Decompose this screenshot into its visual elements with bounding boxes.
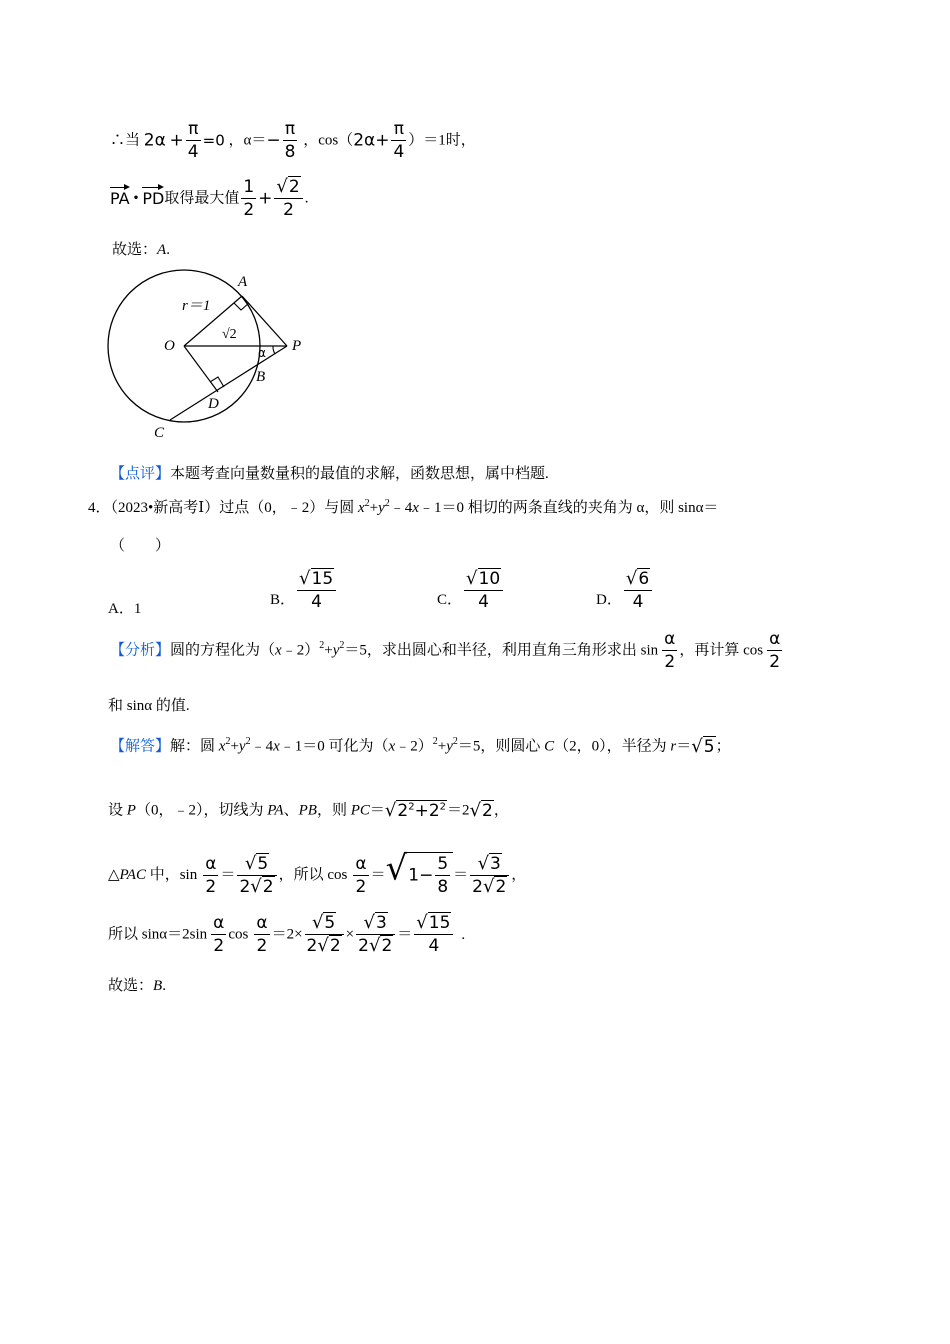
- label-A: A: [238, 274, 248, 290]
- set-p: [108, 800, 509, 836]
- solution-text: ﹣1＝0 可化为（: [279, 738, 389, 755]
- frac-den: 2: [769, 652, 781, 672]
- exp: 2: [439, 800, 447, 812]
- frac-den: 4: [311, 592, 322, 612]
- radicand: 2: [329, 936, 341, 956]
- radicand: 2: [482, 800, 493, 821]
- text-therefore: ∴当: [110, 132, 141, 149]
- frac-num: α: [769, 629, 781, 649]
- period: .: [162, 978, 166, 994]
- option-label: B．: [270, 592, 296, 608]
- text: （0，﹣2），切线为: [135, 802, 268, 819]
- line-3: [112, 240, 170, 260]
- review: [110, 464, 549, 484]
- option-c[interactable]: [437, 568, 505, 613]
- frac-den: 2: [355, 876, 367, 897]
- frac-den: 4: [478, 592, 489, 612]
- frac-num: √3: [470, 853, 509, 876]
- frac-num: π: [283, 118, 298, 141]
- analysis-text: ＝5，求出圆心和半径，利用直角三角形求出 sin: [344, 642, 659, 659]
- option-label: C．: [437, 592, 463, 608]
- fraction-1-2: [241, 176, 256, 221]
- solution-text: 解：圆: [170, 738, 219, 755]
- frac-den: 2: [205, 876, 217, 897]
- option-label: A．: [108, 601, 134, 617]
- frac-num: α: [664, 629, 676, 649]
- coef: 2: [239, 876, 251, 897]
- coef: 2: [306, 936, 318, 956]
- fraction-alpha-2: [353, 853, 368, 898]
- choose-label: 故选：: [112, 242, 158, 258]
- frac-den: 2: [664, 652, 676, 672]
- two-alpha: 2α: [143, 130, 166, 151]
- var-C: C: [544, 738, 555, 755]
- fraction-sqrt5-2sqrt2: [237, 853, 276, 898]
- vector-pa: PA: [110, 188, 130, 208]
- exp: 2: [364, 498, 370, 509]
- frac-num: α: [355, 853, 367, 874]
- exp: 2: [452, 736, 458, 747]
- fraction-alpha-2: [662, 628, 677, 673]
- segment-OD: [184, 346, 218, 392]
- frac-num: √3: [356, 912, 395, 935]
- question-4-paren: （ ）: [110, 538, 171, 554]
- var-PA: PA: [267, 802, 284, 819]
- text: ，: [511, 867, 527, 883]
- review-text: 本题考查向量数量积的最值的求解，函数思想，属中档题.: [170, 466, 549, 482]
- right-angle-D: [210, 377, 224, 387]
- var-x: x: [412, 500, 419, 516]
- text: 所以 sinα＝2sin: [108, 926, 208, 943]
- var-y: y: [332, 642, 340, 659]
- sin-alpha-line: [108, 912, 465, 962]
- solution-text: ﹣4: [250, 738, 274, 755]
- fraction-sqrt15-4: [414, 912, 453, 957]
- eq: ＝: [397, 926, 413, 943]
- solution-text: ＝: [676, 738, 692, 755]
- label-B: B: [256, 369, 266, 385]
- radicand: 5: [257, 853, 269, 874]
- fraction-pi-8: [283, 118, 298, 163]
- frac-num: π: [391, 118, 406, 141]
- period: .: [166, 242, 170, 258]
- answer: A: [157, 242, 167, 258]
- frac-den: 2√2: [306, 935, 341, 956]
- var-y: y: [378, 500, 385, 516]
- option-b[interactable]: [270, 568, 338, 613]
- eq: ＝: [453, 867, 469, 883]
- label-alpha: α: [258, 346, 266, 360]
- frac-num: 1: [243, 177, 255, 197]
- label-P: P: [292, 338, 302, 354]
- fraction-alpha-2: [211, 912, 226, 957]
- text: 中，sin: [145, 867, 198, 883]
- frac-num: α: [256, 913, 268, 933]
- angle-alpha-arc: [273, 346, 275, 354]
- text: 设: [108, 802, 127, 819]
- fraction-sqrt3-2sqrt2: [470, 853, 509, 898]
- frac-num: α: [213, 913, 225, 933]
- text: ＝2: [447, 802, 470, 819]
- period: .: [304, 190, 309, 207]
- two-alpha: 2α: [353, 130, 376, 151]
- solution-text: （2，0），半径为: [554, 738, 671, 755]
- text: cos: [228, 926, 249, 943]
- text: ，所以 cos: [278, 867, 348, 883]
- sqrt-2: √2: [469, 799, 493, 821]
- sqrt-2sq-plus-2sq: $√2^2+2^2$: [384, 799, 447, 821]
- analysis: [110, 628, 784, 676]
- plus: +: [375, 130, 390, 151]
- var-PB: PB: [298, 802, 317, 819]
- option-a[interactable]: [108, 597, 141, 618]
- var-P: P: [126, 802, 136, 819]
- exp: 2: [319, 639, 325, 651]
- fraction-sqrt15-4: [297, 568, 336, 613]
- fraction-sqrt10-4: [464, 568, 503, 613]
- eq: ＝: [220, 867, 236, 883]
- fraction-alpha-2: [254, 912, 269, 957]
- frac-den: 4: [187, 142, 199, 162]
- vector-pd: PD: [142, 188, 165, 208]
- exp: 2: [384, 498, 390, 509]
- frac-num: √15: [414, 912, 453, 935]
- fraction-sqrt6-4: [624, 568, 652, 613]
- option-value: 1: [133, 601, 142, 617]
- period: .: [461, 926, 466, 943]
- plus: +: [324, 642, 333, 659]
- option-label: D．: [596, 592, 622, 608]
- close-eq1: ）＝1时，: [408, 132, 476, 149]
- radicand: 3: [376, 913, 387, 933]
- frac-den: 8: [437, 877, 449, 897]
- solution-text: ﹣2）: [395, 738, 433, 755]
- frac-den: 2√2: [239, 875, 274, 897]
- exp: 2: [225, 736, 231, 747]
- sqrt-5: √5: [691, 735, 715, 757]
- radicand: 2: [397, 800, 409, 821]
- plus: +: [258, 188, 273, 209]
- geometry-figure: [100, 262, 320, 444]
- var-x: x: [357, 500, 365, 516]
- analysis-text: ﹣2）: [281, 642, 320, 659]
- radicand: 2: [381, 936, 393, 956]
- solution-text: ＝5，则圆心: [457, 738, 545, 755]
- alpha-eq: ，α＝: [228, 132, 267, 149]
- radicand: 2: [495, 876, 507, 897]
- text: ＝: [369, 802, 385, 819]
- frac-num: √10: [464, 568, 503, 591]
- fraction-sqrt5-2sqrt2: [305, 912, 344, 957]
- cos-open: ，cos（: [303, 132, 354, 149]
- fraction-sqrt3-2sqrt2: [356, 912, 395, 957]
- plus: +: [230, 738, 239, 755]
- frac-num: √2: [274, 176, 302, 199]
- plus: +: [369, 500, 379, 516]
- coef: 2: [358, 936, 369, 956]
- eq0: =0: [202, 131, 225, 150]
- var-x: x: [275, 642, 282, 659]
- radicand: 5: [324, 913, 336, 933]
- frac-den: 4: [428, 936, 440, 956]
- sqrt-1-minus-5-8: √1− $\frac{5}{8}$: [386, 852, 454, 898]
- analysis-tag: 【分析】: [110, 642, 171, 659]
- exp: 2: [245, 736, 251, 747]
- final-answer: [108, 976, 166, 996]
- q4-text-1: （2023•新高考Ⅰ）过点（0，﹣2）与圆: [110, 500, 355, 516]
- label-sqrt2: √2: [222, 327, 237, 342]
- triangle-pac: [108, 848, 527, 902]
- var-PAC: PAC: [119, 867, 146, 883]
- text: ＝2×: [271, 926, 303, 943]
- dot: •: [133, 190, 139, 207]
- question-number: 4．: [88, 500, 111, 516]
- choose-label: 故选：: [108, 978, 154, 994]
- radicand: 3: [490, 853, 501, 874]
- radicand: 2: [262, 876, 274, 897]
- solution-text: ；: [715, 738, 731, 755]
- frac-num: √5: [305, 912, 344, 935]
- frac-num: √6: [624, 568, 652, 591]
- var-x: x: [388, 738, 396, 755]
- frac-den: 4: [393, 142, 405, 162]
- fraction-pi-4: [391, 118, 406, 163]
- var-y: y: [446, 738, 453, 755]
- label-r: r＝1: [182, 298, 211, 314]
- line-1: [110, 118, 476, 166]
- label-C: C: [154, 425, 165, 441]
- coef: 2: [472, 876, 483, 897]
- radicand: 15: [428, 913, 451, 933]
- review-tag: 【点评】: [110, 466, 171, 482]
- text: ，: [493, 802, 509, 819]
- frac-den: 4: [632, 592, 644, 612]
- question-4: [88, 498, 718, 518]
- radicand: 6: [638, 569, 650, 589]
- frac-num: π: [186, 118, 201, 141]
- q4-text-3: ﹣1＝0 相切的两条直线的夹角为 α，则 sinα＝: [418, 500, 719, 516]
- text: △: [108, 867, 120, 883]
- label-O: O: [164, 338, 175, 354]
- frac-num: α: [205, 853, 217, 874]
- plus: +: [414, 800, 429, 821]
- plus: +: [437, 738, 447, 755]
- var-x: x: [218, 738, 226, 755]
- frac-den: 8: [284, 142, 296, 162]
- frac-den: 2: [213, 936, 225, 956]
- q4-text-2: ﹣4: [389, 500, 413, 516]
- option-d[interactable]: [596, 568, 654, 613]
- minus: −: [266, 130, 281, 151]
- frac-den: 2: [256, 936, 268, 956]
- fraction-alpha-2: [203, 853, 218, 898]
- text-max: 取得最大值: [164, 190, 240, 207]
- fraction-5-8: [435, 853, 450, 898]
- var-x: x: [273, 738, 280, 755]
- var-PC: PC: [350, 802, 370, 819]
- fraction-sqrt2-2: [274, 176, 302, 221]
- times: ×: [345, 926, 355, 943]
- fraction-alpha-2: [767, 628, 782, 673]
- label-D: D: [208, 396, 219, 412]
- plus: +: [169, 130, 184, 151]
- solution-tag: 【解答】: [110, 738, 171, 755]
- frac-num: √5: [237, 853, 276, 876]
- radicand: 2: [288, 177, 300, 197]
- var-r: r: [670, 738, 677, 755]
- frac-num: 5: [437, 854, 449, 874]
- fraction-pi-4: [186, 118, 201, 163]
- radicand: 10: [478, 569, 501, 589]
- frac-den: 2√2: [472, 875, 507, 897]
- radicand: 2: [428, 800, 440, 821]
- var-y: y: [238, 738, 246, 755]
- segment-PC: [170, 346, 287, 420]
- radicand: 5: [703, 736, 715, 757]
- analysis-line-2: 和 sinα 的值.: [108, 698, 190, 714]
- exp: 2: [408, 800, 415, 812]
- solution: [110, 736, 731, 772]
- frac-num: √15: [297, 568, 336, 591]
- radicand: 15: [311, 569, 334, 589]
- answer: B: [153, 978, 163, 994]
- text: 、: [283, 802, 299, 819]
- frac-den: 2: [283, 200, 294, 220]
- eq: ＝: [370, 867, 386, 883]
- frac-den: 2√2: [358, 935, 393, 956]
- exp: 2: [339, 639, 345, 651]
- frac-den: 2: [243, 200, 255, 220]
- line-2: [110, 176, 308, 224]
- analysis-text: 圆的方程化为（: [170, 642, 276, 659]
- exp: 2: [432, 736, 438, 747]
- text: ，则: [316, 802, 351, 819]
- one-minus: 1−: [408, 865, 434, 886]
- analysis-text: ，再计算 cos: [679, 642, 764, 659]
